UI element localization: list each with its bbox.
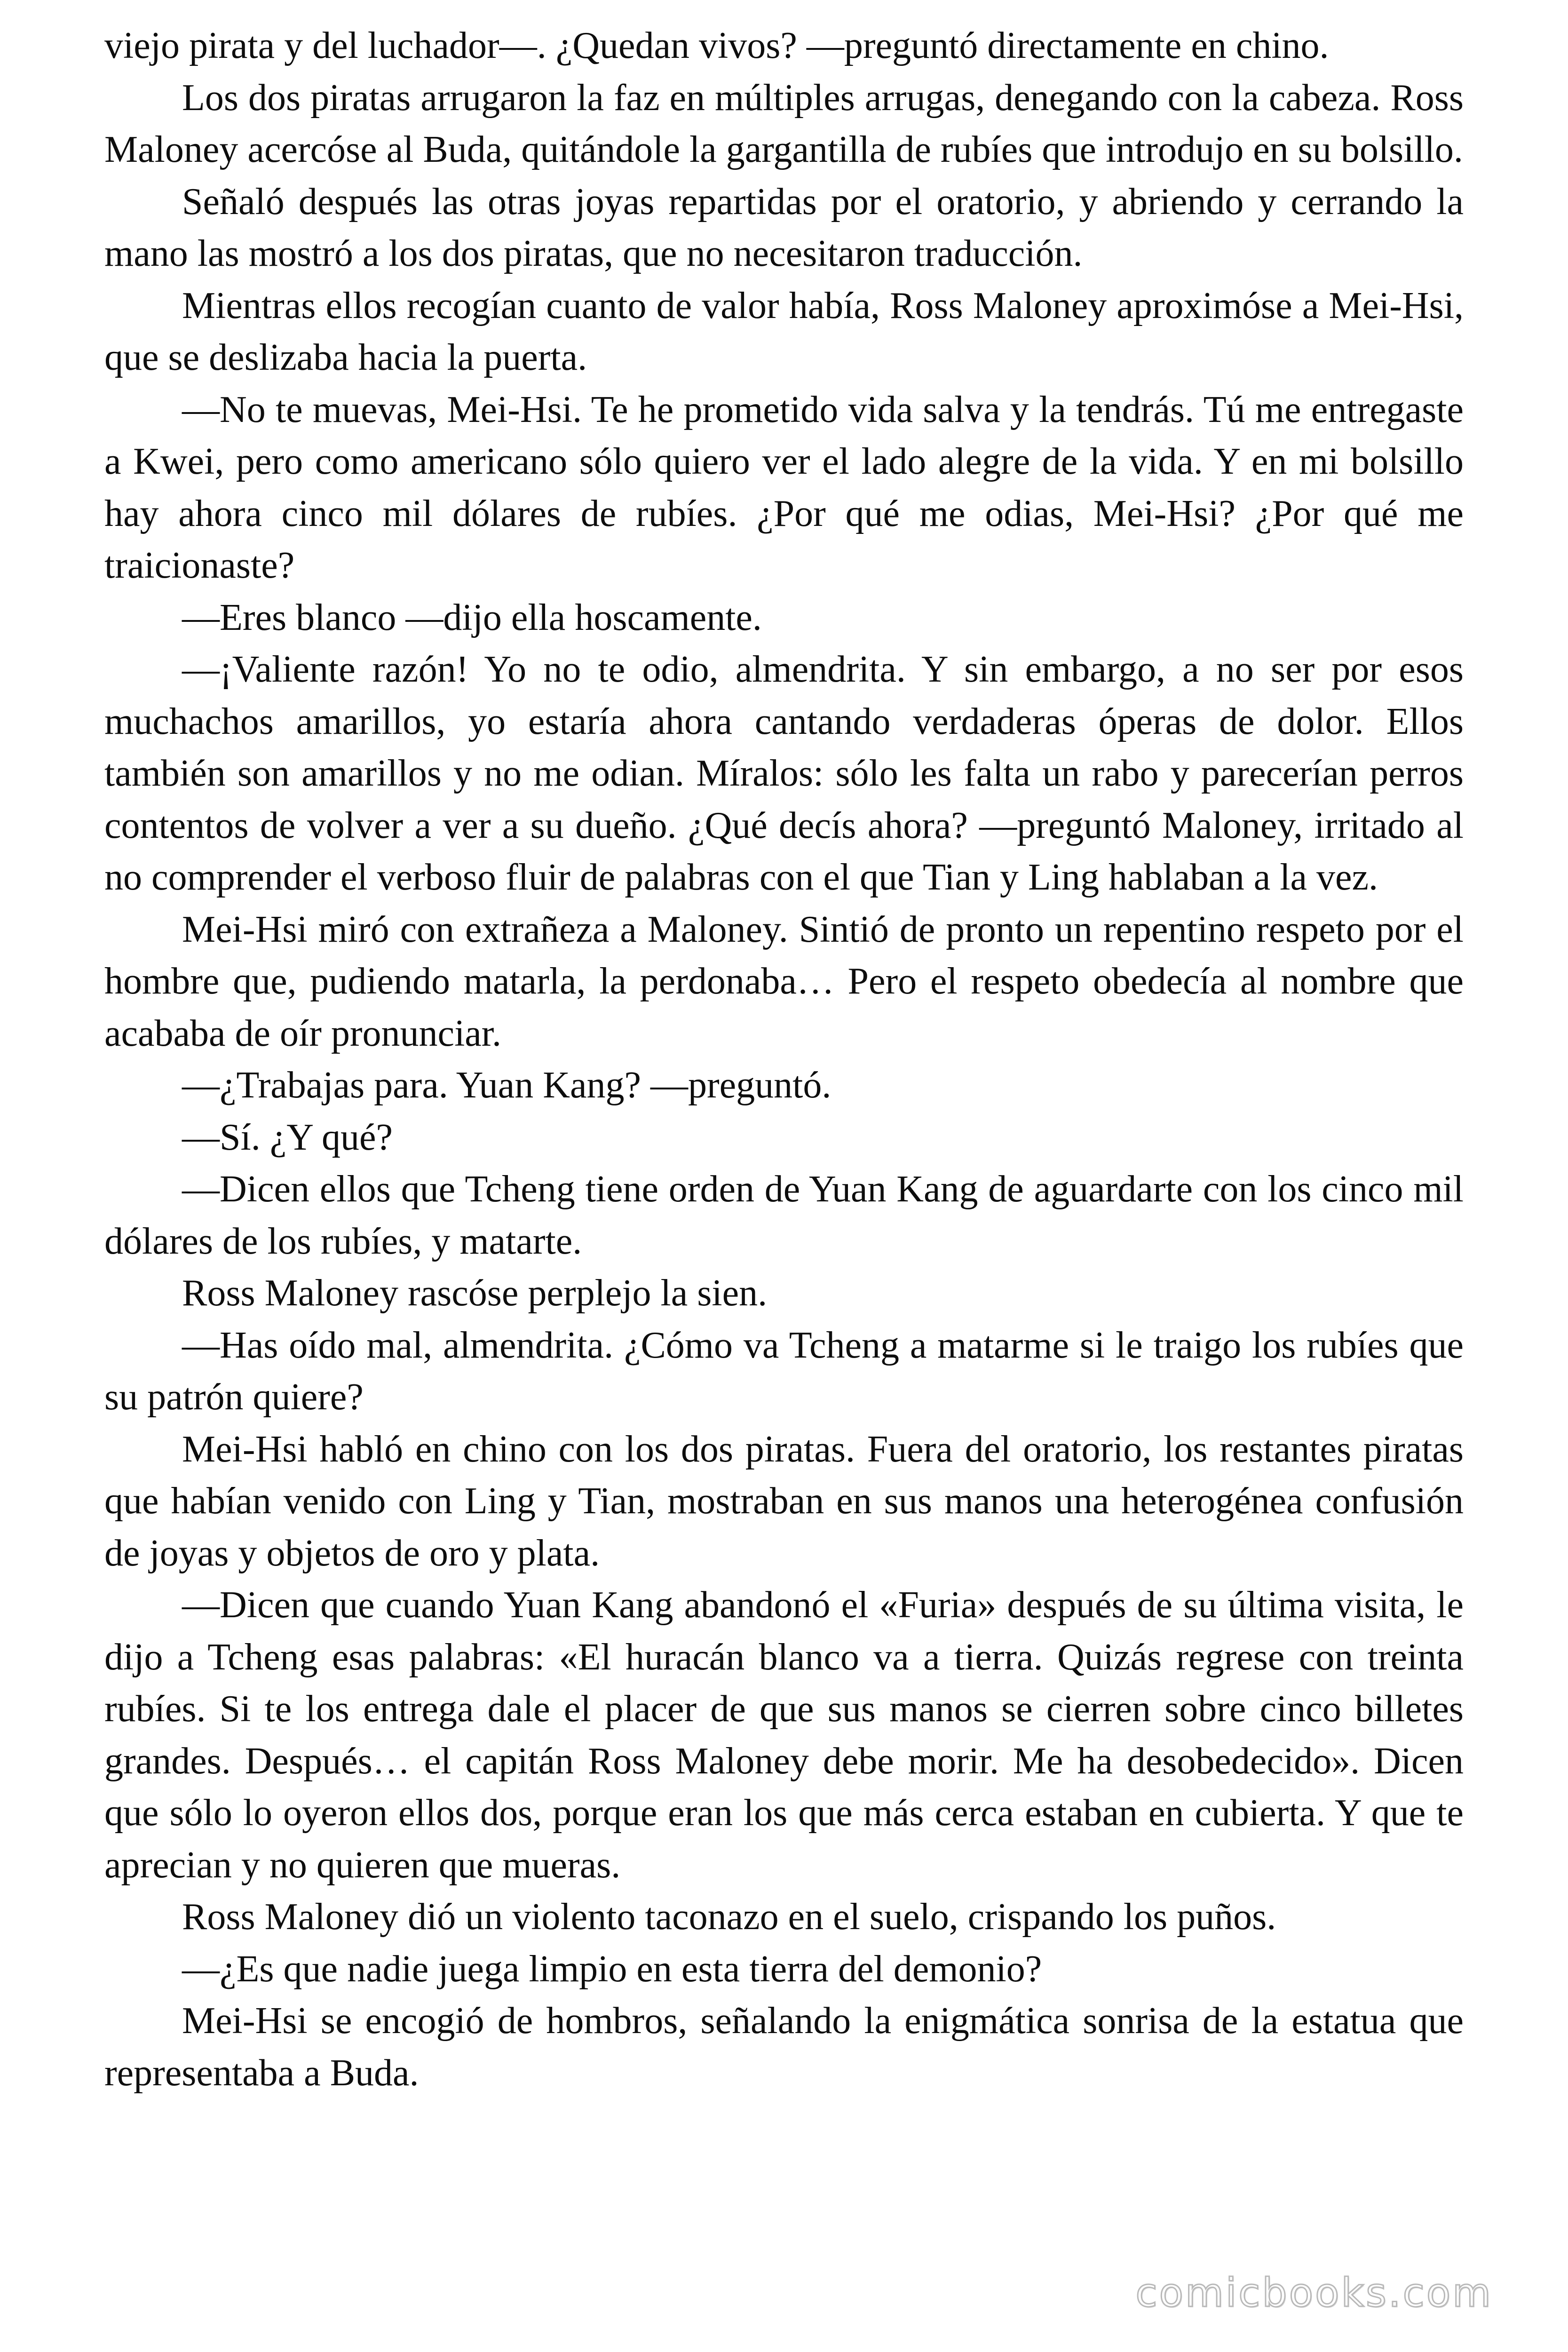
paragraph: —¿Trabajas para. Yuan Kang? —preguntó. bbox=[182, 1065, 832, 1106]
paragraph: Mei-Hsi miró con extrañeza a Maloney. Sintió de pronto un repentino respeto por el hombre que, pudiendo matarla, la perdonaba… Pero el respeto obedecía al nombre que acababa de oír pronunciar. bbox=[104, 908, 1464, 1054]
paragraph: —Dicen que cuando Yuan Kang abandonó el «Furia» después de su última visita, le dijo a Tcheng esas palabras: «El huracán blanco va a tierra. Quizás regrese con treinta rubíes. Si te los entrega dale el placer de que sus manos se cierren sobre cinco billetes grandes. Después… el capitán Ross Maloney debe morir. Me ha desobedecido». Dicen que sólo lo oyeron ellos dos, porque eran los que más cerca estaban en cubierta. Y que te aprecian y no quieren que mueras. bbox=[104, 1584, 1464, 1886]
paragraph: —¡Valiente razón! Yo no te odio, almendrita. Y sin embargo, a no ser por esos muchachos amarillos, yo estaría ahora cantando verdaderas óperas de dolor. Ellos también son amarillos y no me odian. Míralos: sólo les falta un rabo y parecerían perros contentos de volver a ver a su dueño. ¿Qué decís ahora? —preguntó Maloney, irritado al no comprender el verboso fluir de palabras con el que Tian y Ling hablaban a la vez. bbox=[104, 649, 1464, 898]
paragraph: Señaló después las otras joyas repartidas por el oratorio, y abriendo y cerrando la mano las mostró a los dos piratas, que no necesitaron traducción. bbox=[104, 181, 1464, 274]
paragraph: —Eres blanco —dijo ella hoscamente. bbox=[182, 596, 762, 638]
paragraph: —Sí. ¿Y qué? bbox=[182, 1116, 393, 1158]
paragraph: —No te muevas, Mei-Hsi. Te he prometido vida salva y la tendrás. Tú me entregaste a Kwei, pero como americano sólo quiero ver el lado alegre de la vida. Y en mi bolsillo hay ahora cinco mil dólares de rubíes. ¿Por qué me odias, Mei-Hsi? ¿Por qué me traicionaste? bbox=[104, 389, 1464, 586]
paragraph: Mei-Hsi se encogió de hombros, señalando la enigmática sonrisa de la estatua que representaba a Buda. bbox=[104, 2000, 1464, 2094]
paragraph: Ross Maloney dió un violento taconazo en el suelo, crispando los puños. bbox=[182, 1896, 1276, 1938]
paragraph: viejo pirata y del luchador—. ¿Quedan vivos? —preguntó directamente en chino. bbox=[104, 25, 1329, 66]
watermark: comicbooks.com bbox=[1135, 2270, 1493, 2316]
page-text bbox=[104, 20, 1464, 2099]
paragraph: Mientras ellos recogían cuanto de valor había, Ross Maloney aproximóse a Mei-Hsi, que se deslizaba hacia la puerta. bbox=[104, 285, 1464, 378]
paragraph: —Dicen ellos que Tcheng tiene orden de Yuan Kang de aguardarte con los cinco mil dólares de los rubíes, y matarte. bbox=[104, 1168, 1464, 1262]
paragraph: Mei-Hsi habló en chino con los dos piratas. Fuera del oratorio, los restantes piratas que habían venido con Ling y Tian, mostraban en sus manos una heterogénea confusión de joyas y objetos de oro y plata. bbox=[104, 1428, 1464, 1574]
paragraph: —¿Es que nadie juega limpio en esta tierra del demonio? bbox=[182, 1948, 1042, 1990]
paragraph: Los dos piratas arrugaron la faz en múltiples arrugas, denegando con la cabeza. Ross Maloney acercóse al Buda, quitándole la gargantilla de rubíes que introdujo en su bolsillo. bbox=[104, 77, 1464, 170]
paragraph: Ross Maloney rascóse perplejo la sien. bbox=[182, 1272, 768, 1314]
paragraph: —Has oído mal, almendrita. ¿Cómo va Tcheng a matarme si le traigo los rubíes que su patrón quiere? bbox=[104, 1324, 1464, 1418]
